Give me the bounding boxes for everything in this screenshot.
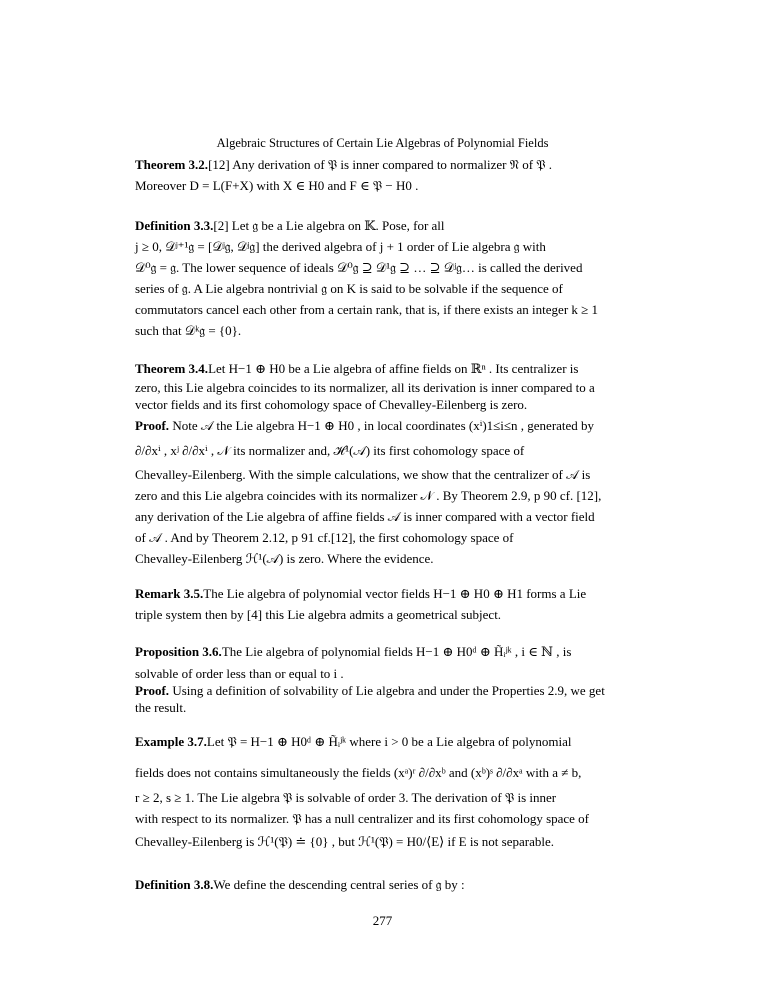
theorem-3-2 (135, 156, 630, 194)
proof-3-4-line-3: Chevalley-Eilenberg. With the simple calculations, we show that the centralizer of 𝒜 is (135, 467, 591, 482)
running-header: Algebraic Structures of Certain Lie Algebras of Polynomial Fields (216, 136, 549, 150)
theorem-3-4-line-3: vector fields and its first cohomology space of Chevalley-Eilenberg is zero. (135, 397, 528, 412)
definition-3-3-line-3: 𝒟⁰𝔤 = 𝔤. The lower sequence of ideals 𝒟⁰𝔤 ⊇ 𝒟¹𝔤 ⊇ … ⊇ 𝒟ʲ𝔤… is called the derived (135, 260, 583, 275)
page-number: 277 (372, 913, 393, 928)
proof-3-4-line-5: any derivation of the Lie algebra of affine fields 𝒜 is inner compared with a vector field (135, 509, 595, 524)
definition-3-3-line-2: j ≥ 0, 𝒟ʲ⁺¹𝔤 = [𝒟ʲ𝔤, 𝒟ʲ𝔤] the derived algebra of j + 1 order of Lie algebra 𝔤 with (135, 239, 546, 254)
definition-3-8-label: Definition 3.8. (135, 877, 214, 892)
proof-3-4-line-7: Chevalley-Eilenberg ℋ¹(𝒜) is zero. Where the evidence. (135, 551, 434, 566)
definition-3-3-label: Definition 3.3. (135, 218, 214, 233)
theorem-3-2-line-1: Theorem 3.2.[12] Any derivation of 𝔓 is inner compared to normalizer 𝔑 of 𝔓 . (135, 157, 553, 172)
definition-3-3-line-1: Definition 3.3.[2] Let 𝔤 be a Lie algebra on 𝕂. Pose, for all (135, 218, 445, 233)
theorem-3-2-label: Theorem 3.2. (135, 157, 209, 172)
definition-3-8 (135, 876, 630, 893)
proposition-3-6-line-2: solvable of order less than or equal to i . (135, 666, 344, 681)
remark-3-5 (135, 585, 630, 623)
definition-3-8-line-1: Definition 3.8.We define the descending central series of 𝔤 by : (135, 877, 465, 892)
proof-3-6-label: Proof. (135, 683, 170, 698)
theorem-3-4-line-1: Theorem 3.4.Let H−1 ⊕ H0 be a Lie algebra of affine fields on ℝⁿ . Its centralizer is (135, 361, 579, 376)
theorem-3-4-label: Theorem 3.4. (135, 361, 209, 376)
example-3-7-line-1: Example 3.7.Let 𝔓 = H−1 ⊕ H0ᵈ ⊕ H̃ᵢʲᵏ where i > 0 be a Lie algebra of polynomial (135, 734, 572, 749)
definition-3-3-line-5: commutators cancel each other from a certain rank, that is, if there exists an integer k ≥ 1 (135, 302, 599, 317)
proof-3-6 (135, 682, 630, 716)
theorem-3-2-line-2: Moreover D = L(F+X) with X ∈ H0 and F ∈ 𝔓 − H0 . (135, 178, 419, 193)
proof-3-6-line-1: Proof. Using a definition of solvability of Lie algebra and under the Properties 2.9, we get (135, 683, 605, 698)
proposition-3-6 (135, 643, 630, 682)
example-3-7-line-5: Chevalley-Eilenberg is ℋ¹(𝔓) ≐ {0} , but ℋ¹(𝔓) = H0/⟨E⟩ if E is not separable. (135, 834, 554, 849)
example-3-7-line-2: fields does not contains simultaneously the fields (xᵃ)ʳ ∂/∂xᵇ and (xᵇ)ˢ ∂/∂xᵃ with a ≠ b, (135, 765, 582, 780)
theorem-3-4 (135, 360, 630, 413)
example-3-7-line-3: r ≥ 2, s ≥ 1. The Lie algebra 𝔓 is solvable of order 3. The derivation of 𝔓 is inner (135, 790, 557, 805)
proof-3-4-line-1: Proof. Note 𝒜 the Lie algebra H−1 ⊕ H0 , in local coordinates (xⁱ)1≤i≤n , generated by (135, 418, 595, 433)
proof-3-4-label: Proof. (135, 418, 170, 433)
example-3-7-line-4: with respect to its normalizer. 𝔓 has a null centralizer and its first cohomology space of (135, 811, 590, 826)
example-3-7 (135, 733, 630, 850)
proof-3-6-line-2: the result. (135, 700, 187, 715)
example-3-7-label: Example 3.7. (135, 734, 207, 749)
proof-3-4 (135, 417, 630, 567)
definition-3-3 (135, 217, 630, 339)
remark-3-5-label: Remark 3.5. (135, 586, 204, 601)
proof-3-4-line-2: ∂/∂xⁱ , xʲ ∂/∂xⁱ , 𝒩 its normalizer and, ℋ¹(𝒜) its first cohomology space of (135, 443, 525, 458)
definition-3-3-line-6: such that 𝒟ᵏ𝔤 = {0}. (135, 323, 242, 338)
proof-3-4-line-6: of 𝒜 . And by Theorem 2.12, p 91 cf.[12], the first cohomology space of (135, 530, 514, 545)
proposition-3-6-label: Proposition 3.6. (135, 644, 222, 659)
proof-3-4-line-4: zero and this Lie algebra coincides with its normalizer 𝒩 . By Theorem 2.9, p 90 cf. [12], (135, 488, 602, 503)
remark-3-5-line-2: triple system then by [4] this Lie algebra admits a geometrical subject. (135, 607, 502, 622)
remark-3-5-line-1: Remark 3.5.The Lie algebra of polynomial vector fields H−1 ⊕ H0 ⊕ H1 forms a Lie (135, 586, 587, 601)
definition-3-3-line-4: series of 𝔤. A Lie algebra nontrivial 𝔤 on K is said to be solvable if the sequence of (135, 281, 563, 296)
theorem-3-4-line-2: zero, this Lie algebra coincides to its normalizer, all its derivation is inner compared to a (135, 380, 595, 395)
proposition-3-6-line-1: Proposition 3.6.The Lie algebra of polynomial fields H−1 ⊕ H0ᵈ ⊕ H̃ᵢʲᵏ , i ∈ ℕ , is (135, 644, 572, 659)
